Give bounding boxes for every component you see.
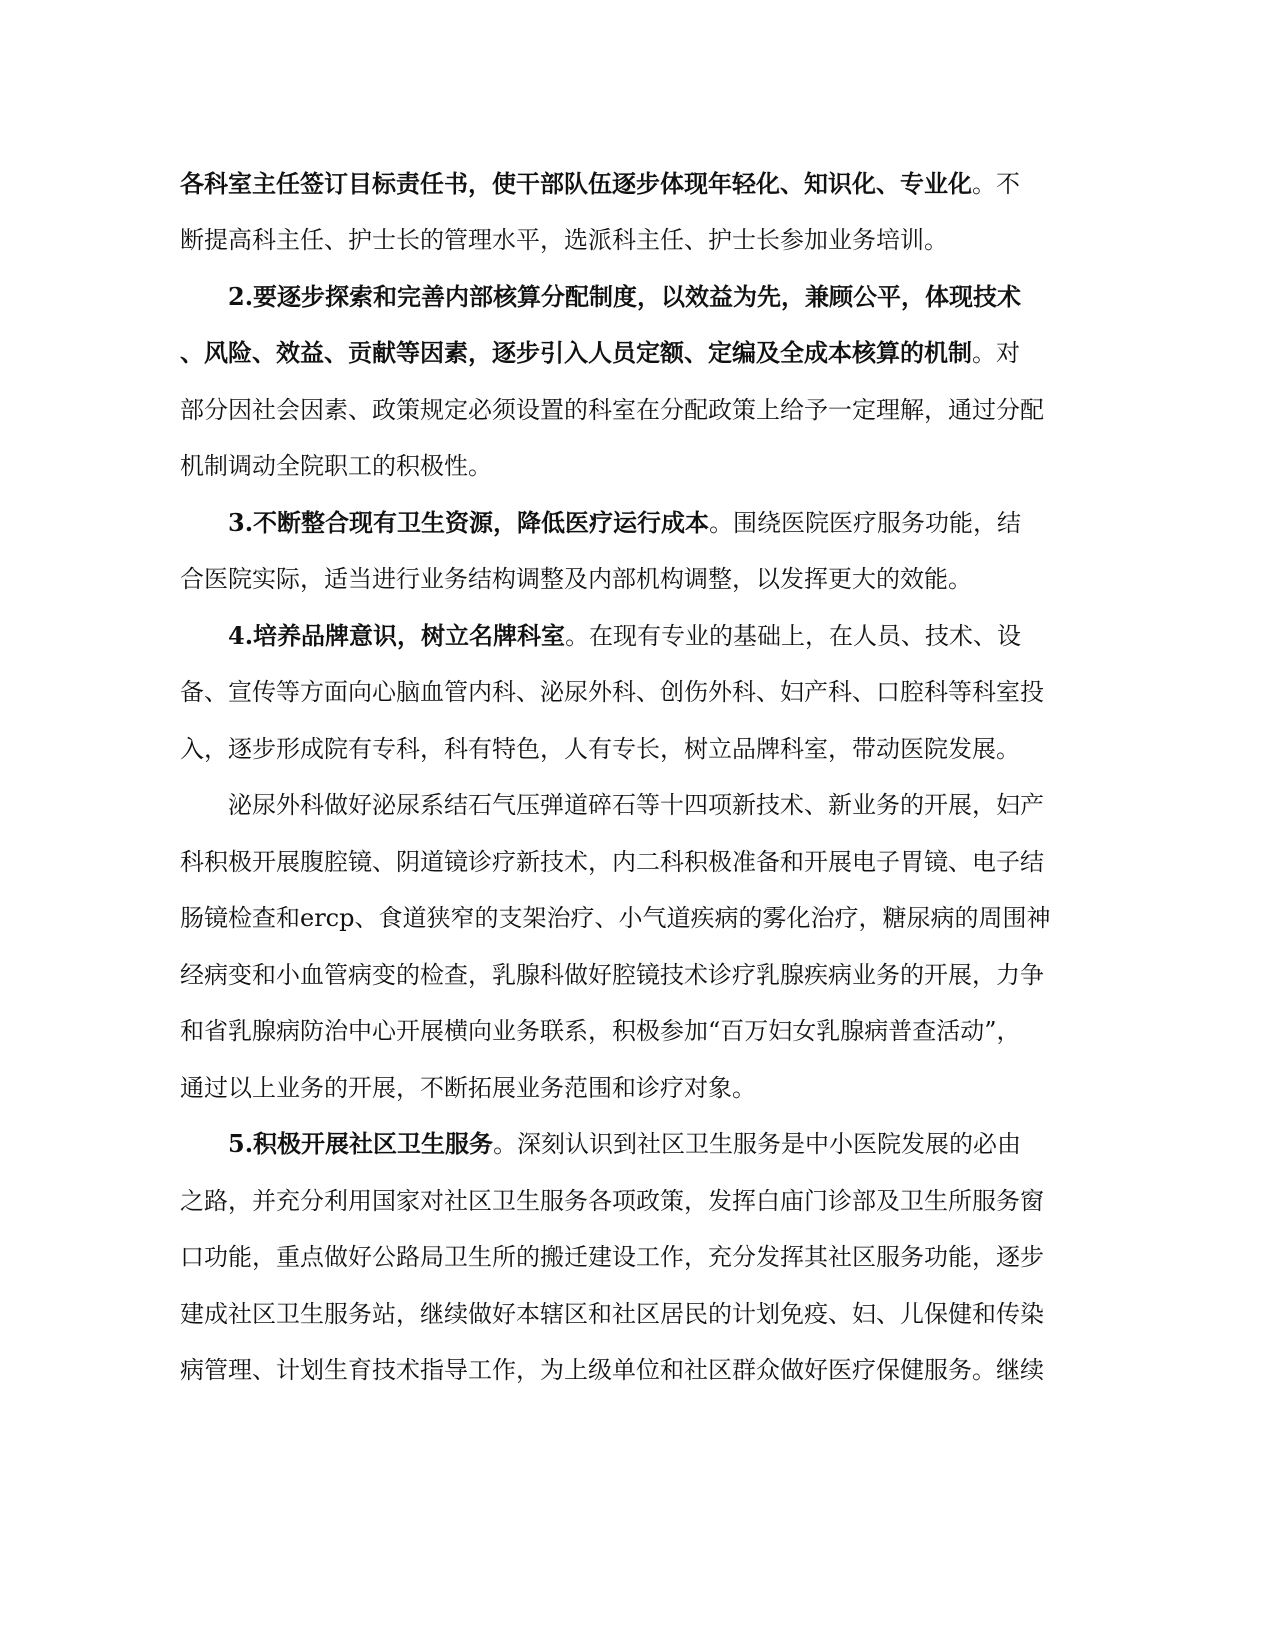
plain-text: 。不 xyxy=(972,170,1020,198)
bold-text: 3.不断整合现有卫生资源，降低医疗运行成本 xyxy=(228,508,710,537)
bold-text: 4.培养品牌意识，树立名牌科室 xyxy=(228,621,566,650)
plain-text: 断提高科主任、护士长的管理水平，选派科主任、护士长参加业务培训。 xyxy=(180,226,948,254)
bold-text: 2.要逐步探索和完善内部核算分配制度，以效益为先，兼顾公平，体现技术 xyxy=(228,282,1022,311)
text-line xyxy=(180,1185,1044,1217)
text-line xyxy=(180,846,1044,878)
text-line xyxy=(180,676,1044,708)
plain-text: 。围绕医院医疗服务功能，结 xyxy=(709,509,1022,537)
text-line xyxy=(180,902,1050,934)
text-line xyxy=(180,224,948,256)
plain-text: 之路，并充分利用国家对社区卫生服务各项政策，发挥白庙门诊部及卫生所服务窗 xyxy=(180,1187,1044,1215)
text-line xyxy=(180,733,1020,765)
plain-text: 入，逐步形成院有专科，科有特色，人有专长，树立品牌科室，带动医院发展。 xyxy=(180,735,1020,763)
plain-text: 合医院实际，适当进行业务结构调整及内部机构调整，以发挥更大的效能。 xyxy=(180,565,972,593)
text-line xyxy=(180,394,1044,426)
plain-text: 。在现有专业的基础上，在人员、技术、设 xyxy=(565,622,1022,650)
plain-text: 科积极开展腹腔镜、阴道镜诊疗新技术，内二科积极准备和开展电子胃镜、电子结 xyxy=(180,848,1044,876)
bold-text: 5.积极开展社区卫生服务 xyxy=(228,1129,494,1158)
text-line xyxy=(228,1128,1021,1160)
plain-text: 肠镜检查和ercp、食道狭窄的支架治疗、小气道疾病的雾化治疗，糖尿病的周围神 xyxy=(180,904,1051,932)
text-line xyxy=(180,1241,1044,1273)
text-line xyxy=(180,1015,1021,1047)
plain-text: 。深刻认识到社区卫生服务是中小医院发展的必由 xyxy=(493,1130,1022,1158)
text-line xyxy=(180,450,492,482)
bold-text: 各科室主任签订目标责任书，使干部队伍逐步体现年轻化、知识化、专业化 xyxy=(180,169,972,198)
text-line xyxy=(180,563,972,595)
text-line xyxy=(180,1298,1044,1330)
plain-text: 建成社区卫生服务站，继续做好本辖区和社区居民的计划免疫、妇、儿保健和传染 xyxy=(180,1300,1044,1328)
text-line xyxy=(180,168,1020,200)
text-line xyxy=(228,507,1021,539)
text-line xyxy=(180,1072,756,1104)
plain-text: 部分因社会因素、政策规定必须设置的科室在分配政策上给予一定理解，通过分配 xyxy=(180,396,1044,424)
plain-text: 机制调动全院职工的积极性。 xyxy=(180,452,492,480)
plain-text: 。对 xyxy=(972,339,1020,367)
text-line xyxy=(180,1354,1044,1386)
text-line xyxy=(180,337,1020,369)
plain-text: 病管理、计划生育技术指导工作，为上级单位和社区群众做好医疗保健服务。继续 xyxy=(180,1356,1044,1384)
text-line xyxy=(228,789,1044,821)
bold-text: 、风险、效益、贡献等因素，逐步引入人员定额、定编及全成本核算的机制 xyxy=(180,338,972,367)
text-line xyxy=(180,959,1044,991)
plain-text: 和省乳腺病防治中心开展横向业务联系，积极参加“百万妇女乳腺病普查活动”， xyxy=(180,1017,1021,1045)
plain-text: 通过以上业务的开展，不断拓展业务范围和诊疗对象。 xyxy=(180,1074,756,1102)
plain-text: 泌尿外科做好泌尿系结石气压弹道碎石等十四项新技术、新业务的开展，妇产 xyxy=(228,791,1044,819)
text-line xyxy=(228,620,1021,652)
text-line xyxy=(228,281,1021,313)
plain-text: 备、宣传等方面向心脑血管内科、泌尿外科、创伤外科、妇产科、口腔科等科室投 xyxy=(180,678,1044,706)
plain-text: 口功能，重点做好公路局卫生所的搬迁建设工作，充分发挥其社区服务功能，逐步 xyxy=(180,1243,1044,1271)
plain-text: 经病变和小血管病变的检查，乳腺科做好腔镜技术诊疗乳腺疾病业务的开展，力争 xyxy=(180,961,1044,989)
